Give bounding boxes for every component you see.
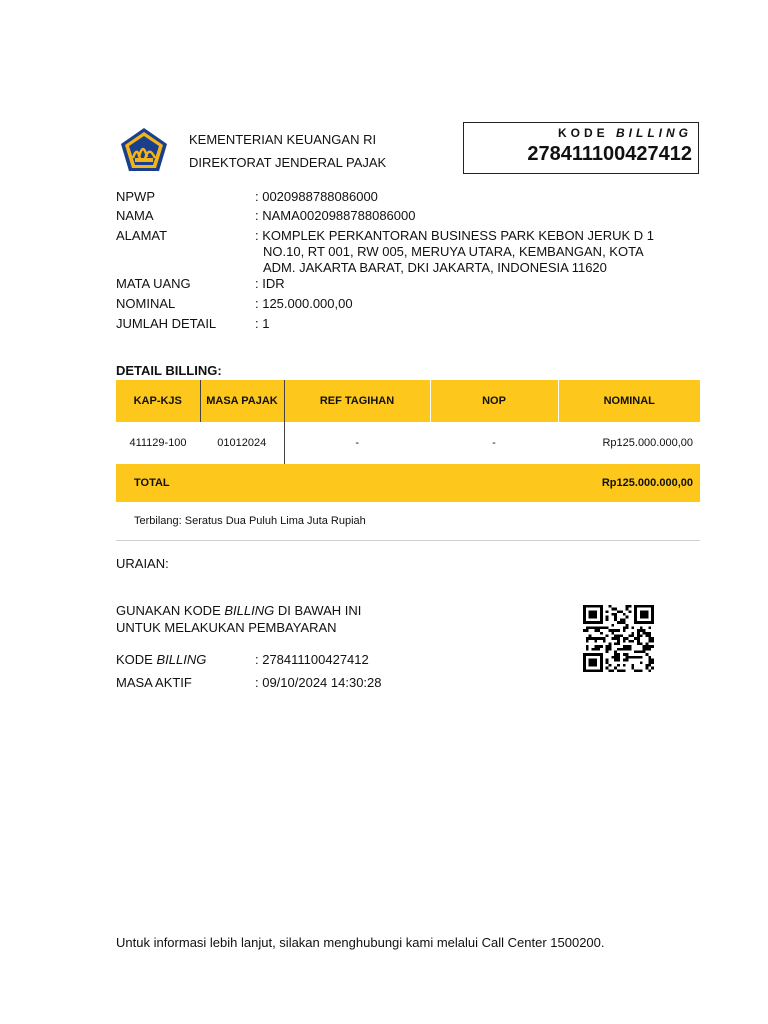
directorate-name: DIREKTORAT JENDERAL PAJAK [189,155,387,170]
mata-uang-label: MATA UANG [116,276,191,291]
nominal-value: : 125.000.000,00 [255,296,353,311]
kode-billing-value: : 278411100427412 [255,652,369,667]
payment-instruction-line-2: UNTUK MELAKUKAN PEMBAYARAN [116,620,337,635]
alamat-line-1: : KOMPLEK PERKANTORAN BUSINESS PARK KEBON JERUK D 1 [255,228,655,243]
payment-instruction-line-1: GUNAKAN KODE BILLING DI BAWAH INI [116,603,362,618]
alamat-label: ALAMAT [116,228,168,243]
total-row [116,464,700,502]
cell-kap-kjs: 411129-100 [129,437,187,449]
mata-uang-value: : IDR [255,276,285,291]
table-header-row [116,380,700,422]
billing-code-value: 278411100427412 [527,143,692,165]
nominal-label: NOMINAL [116,296,176,311]
terbilang-text: Terbilang: Seratus Dua Puluh Lima Juta Rupiah [116,502,700,541]
nama-value: : NAMA0020988788086000 [255,208,416,223]
npwp-value: : 0020988788086000 [255,189,378,204]
alamat-line-2: NO.10, RT 001, RW 005, MERUYA UTARA, KEMBANGAN, KOTA [263,244,644,259]
masa-aktif-label: MASA AKTIF [116,675,192,690]
terbilang-row [116,502,700,541]
npwp-label: NPWP [116,189,155,204]
billing-code-title: KODE BILLING [557,126,692,140]
alamat-value [255,228,700,276]
nama-label: NAMA [116,208,154,223]
total-value: Rp125.000.000,00 [558,464,700,502]
cell-ref-tagihan: - [355,437,360,449]
alamat-line-3: ADM. JAKARTA BARAT, DKI JAKARTA, INDONESIA 11620 [263,260,607,275]
detail-billing-table [116,380,700,541]
jumlah-detail-label: JUMLAH DETAIL [116,316,217,331]
cell-nop: - [492,437,496,449]
col-header-masa-pajak: MASA PAJAK [200,380,284,422]
col-header-kap-kjs: KAP-KJS [116,380,200,422]
call-center-note: Untuk informasi lebih lanjut, silakan menghubungi kami melalui Call Center 1500200. [116,935,605,950]
qr-code-icon [583,605,654,672]
masa-aktif-value: : 09/10/2024 14:30:28 [255,675,382,690]
jumlah-detail-value: : 1 [255,316,270,331]
cell-nominal: Rp125.000.000,00 [602,437,693,449]
billing-code-box [463,122,699,174]
kemenkeu-logo-icon [119,127,169,173]
uraian-label: URAIAN: [116,556,169,571]
col-header-ref-tagihan: REF TAGIHAN [284,380,430,422]
col-header-nominal: NOMINAL [558,380,700,422]
kode-billing-label: KODE BILLING [116,652,207,667]
total-label: TOTAL [116,464,558,502]
cell-masa-pajak: 01012024 [200,422,284,464]
detail-billing-title: DETAIL BILLING: [116,363,222,378]
ministry-name: KEMENTERIAN KEUANGAN RI [189,132,377,147]
table-row [116,422,700,464]
col-header-nop: NOP [430,380,558,422]
